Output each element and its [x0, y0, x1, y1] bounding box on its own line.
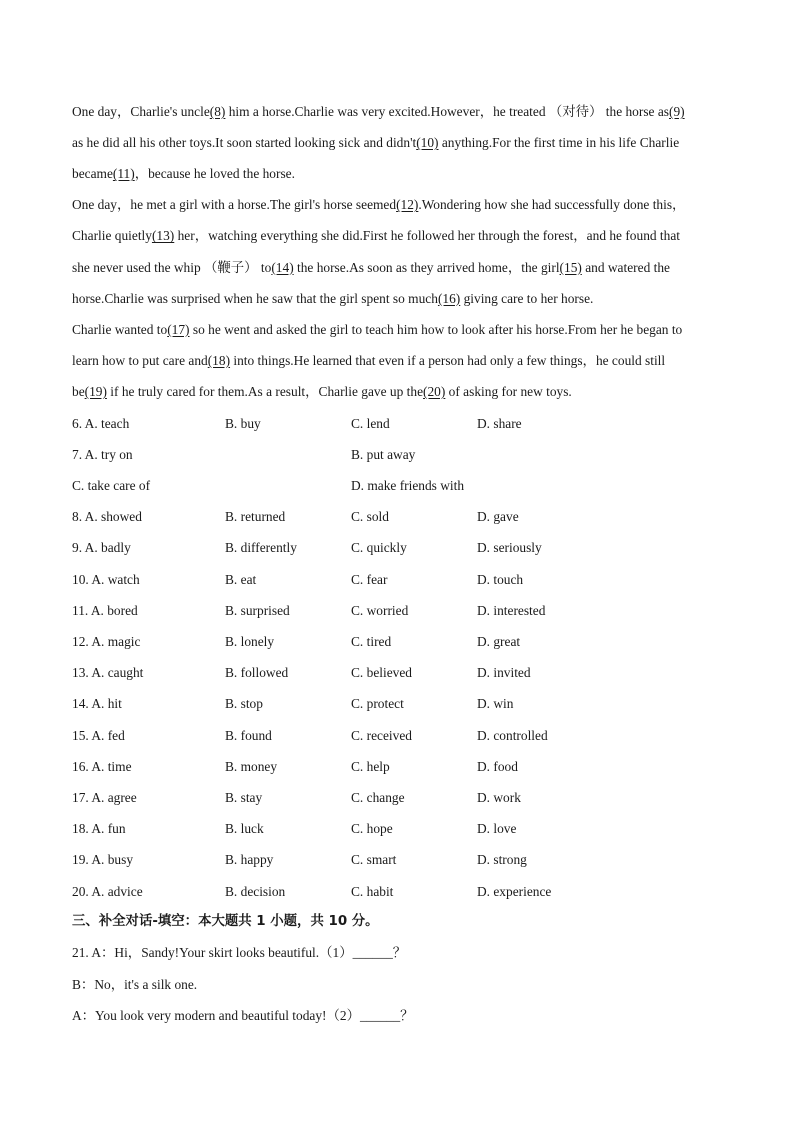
question-11-option-d: D. interested: [477, 603, 546, 618]
question-20-option-d: D. experience: [477, 884, 552, 899]
question-6-option-b: B. buy: [225, 416, 261, 431]
question-12-option-c: C. tired: [351, 634, 392, 649]
passage-text: learn how to put care and: [72, 352, 208, 368]
passage-text: became: [72, 166, 113, 182]
question-14-option-a: 14. A. hit: [72, 696, 122, 711]
blank-marker: (15): [559, 259, 582, 275]
question-13-option-b: B. followed: [225, 665, 289, 680]
question-12-option-d: D. great: [477, 634, 521, 649]
blank-marker: (20): [423, 383, 446, 399]
question-16-option-d: D. food: [477, 759, 518, 774]
question-7-option-d: D. make friends with: [351, 478, 465, 493]
dialogue-line: B：No，it's a silk one.: [72, 977, 198, 992]
blank-marker: (16): [437, 290, 461, 306]
passage-line: [72, 164, 295, 184]
question-14-option-c: C. protect: [351, 696, 404, 711]
question-19-option-a: 19. A. busy: [72, 852, 134, 867]
question-11-option-c: C. worried: [351, 603, 409, 618]
dialogue-line: A：You look very modern and beautiful today!（2）______？: [72, 1008, 414, 1023]
question-17-option-a: 17. A. agree: [72, 790, 137, 805]
passage-text: Charlie quietly: [72, 228, 152, 244]
passage-line: [72, 133, 679, 153]
question-8-option-d: D. gave: [477, 509, 519, 524]
question-10-option-c: C. fear: [351, 572, 388, 587]
passage-text: of asking for new toys.: [445, 383, 572, 399]
passage-text: One day，Charlie's uncle: [72, 104, 210, 119]
question-18-option-b: B. luck: [225, 821, 264, 836]
question-10-option-d: D. touch: [477, 572, 524, 587]
question-6-option-c: C. lend: [351, 416, 390, 431]
question-17-option-d: D. work: [477, 790, 521, 805]
question-10-option-a: 10. A. watch: [72, 572, 140, 587]
question-19-option-d: D. strong: [477, 852, 527, 867]
question-16-option-a: 16. A. time: [72, 759, 132, 774]
question-20-option-a: 20. A. advice: [72, 884, 143, 899]
question-20-option-c: C. habit: [351, 884, 394, 899]
blank-marker: (13): [151, 228, 175, 244]
question-19-option-b: B. happy: [225, 852, 274, 867]
blank-marker: (19): [84, 383, 107, 399]
question-14-option-b: B. stop: [225, 696, 263, 711]
question-20-option-b: B. decision: [225, 884, 286, 899]
question-8-option-c: C. sold: [351, 509, 389, 524]
question-9-option-c: C. quickly: [351, 540, 407, 555]
passage-line: [72, 195, 685, 215]
passage-text: into things.He learned that even if a person had only a few things，he could still: [230, 352, 666, 368]
passage-text: the horse.As soon as they arrived home，the girl: [293, 259, 560, 275]
question-16-option-c: C. help: [351, 759, 390, 774]
question-11-option-a: 11. A. bored: [72, 603, 138, 618]
passage-text: she never used the whip （鞭子） to: [72, 259, 272, 275]
question-11-option-b: B. surprised: [225, 603, 290, 618]
passage-text: as he did all his other toys.It soon started looking sick and didn't: [72, 135, 417, 151]
question-13-option-c: C. believed: [351, 665, 412, 680]
blank-marker: (9): [669, 104, 685, 119]
question-7-option-c: C. take care of: [72, 478, 151, 493]
question-8-option-b: B. returned: [225, 509, 286, 524]
passage-text: ，because he loved the horse.: [134, 166, 295, 182]
passage-line: [72, 226, 680, 246]
passage-line: [72, 289, 593, 309]
passage-text: giving care to her horse.: [460, 290, 594, 306]
question-15-option-c: C. received: [351, 728, 412, 743]
question-15-option-a: 15. A. fed: [72, 728, 125, 743]
blank-marker: (14): [271, 259, 294, 275]
question-7-option-a: 7. A. try on: [72, 447, 133, 462]
passage-line: [72, 351, 665, 371]
question-7-option-b: B. put away: [351, 447, 416, 462]
passage-text: if he truly cared for them.As a result，Charlie gave up the: [106, 383, 424, 399]
blank-marker: (10): [416, 135, 439, 151]
passage-text: be: [72, 383, 85, 399]
question-17-option-b: B. stay: [225, 790, 263, 805]
question-6-option-d: D. share: [477, 416, 522, 431]
dialogue-line: 21. A：Hi，Sandy!Your skirt looks beautiful.（1）______？: [72, 945, 407, 960]
passage-line: [72, 382, 572, 402]
passage-text: .Wondering how she had successfully done this，: [418, 197, 686, 213]
question-15-option-d: D. controlled: [477, 728, 548, 743]
question-13-option-a: 13. A. caught: [72, 665, 144, 680]
question-9-option-a: 9. A. badly: [72, 540, 131, 555]
passage-line: [72, 320, 682, 340]
section-title: 三、补全对话-填空：本大题共 1 小题，共 10 分。: [72, 914, 379, 929]
question-6-option-a: 6. A. teach: [72, 416, 130, 431]
question-10-option-b: B. eat: [225, 572, 257, 587]
passage-line: [72, 102, 685, 122]
passage-text: One day，he met a girl with a horse.The girl's horse seemed: [72, 197, 397, 213]
question-9-option-b: B. differently: [225, 540, 297, 555]
blank-marker: (18): [207, 352, 231, 368]
passage-line: [72, 258, 670, 278]
passage-text: her，watching everything she did.First he followed her through the forest，and he found that: [174, 228, 681, 244]
question-17-option-c: C. change: [351, 790, 405, 805]
question-12-option-b: B. lonely: [225, 634, 275, 649]
blank-marker: (11): [112, 166, 135, 182]
passage-text: horse.Charlie was surprised when he saw that the girl spent so much: [72, 290, 438, 306]
question-8-option-a: 8. A. showed: [72, 509, 142, 524]
question-16-option-b: B. money: [225, 759, 278, 774]
blank-marker: (12): [396, 197, 419, 213]
question-15-option-b: B. found: [225, 728, 272, 743]
passage-text: Charlie wanted to: [72, 321, 168, 337]
question-18-option-c: C. hope: [351, 821, 393, 836]
question-14-option-d: D. win: [477, 696, 514, 711]
question-9-option-d: D. seriously: [477, 540, 542, 555]
question-18-option-a: 18. A. fun: [72, 821, 126, 836]
blank-marker: (17): [167, 321, 190, 337]
question-12-option-a: 12. A. magic: [72, 634, 141, 649]
question-18-option-d: D. love: [477, 821, 517, 836]
passage-text: and watered the: [581, 259, 670, 275]
blank-marker: (8): [209, 104, 226, 119]
passage-text: so he went and asked the girl to teach him how to look after his horse.From her he began to: [189, 321, 683, 337]
passage-text: him a horse.Charlie was very excited.However，he treated （对待） the horse as: [225, 104, 669, 119]
question-19-option-c: C. smart: [351, 852, 397, 867]
passage-text: anything.For the first time in his life Charlie: [438, 135, 680, 151]
question-13-option-d: D. invited: [477, 665, 531, 680]
